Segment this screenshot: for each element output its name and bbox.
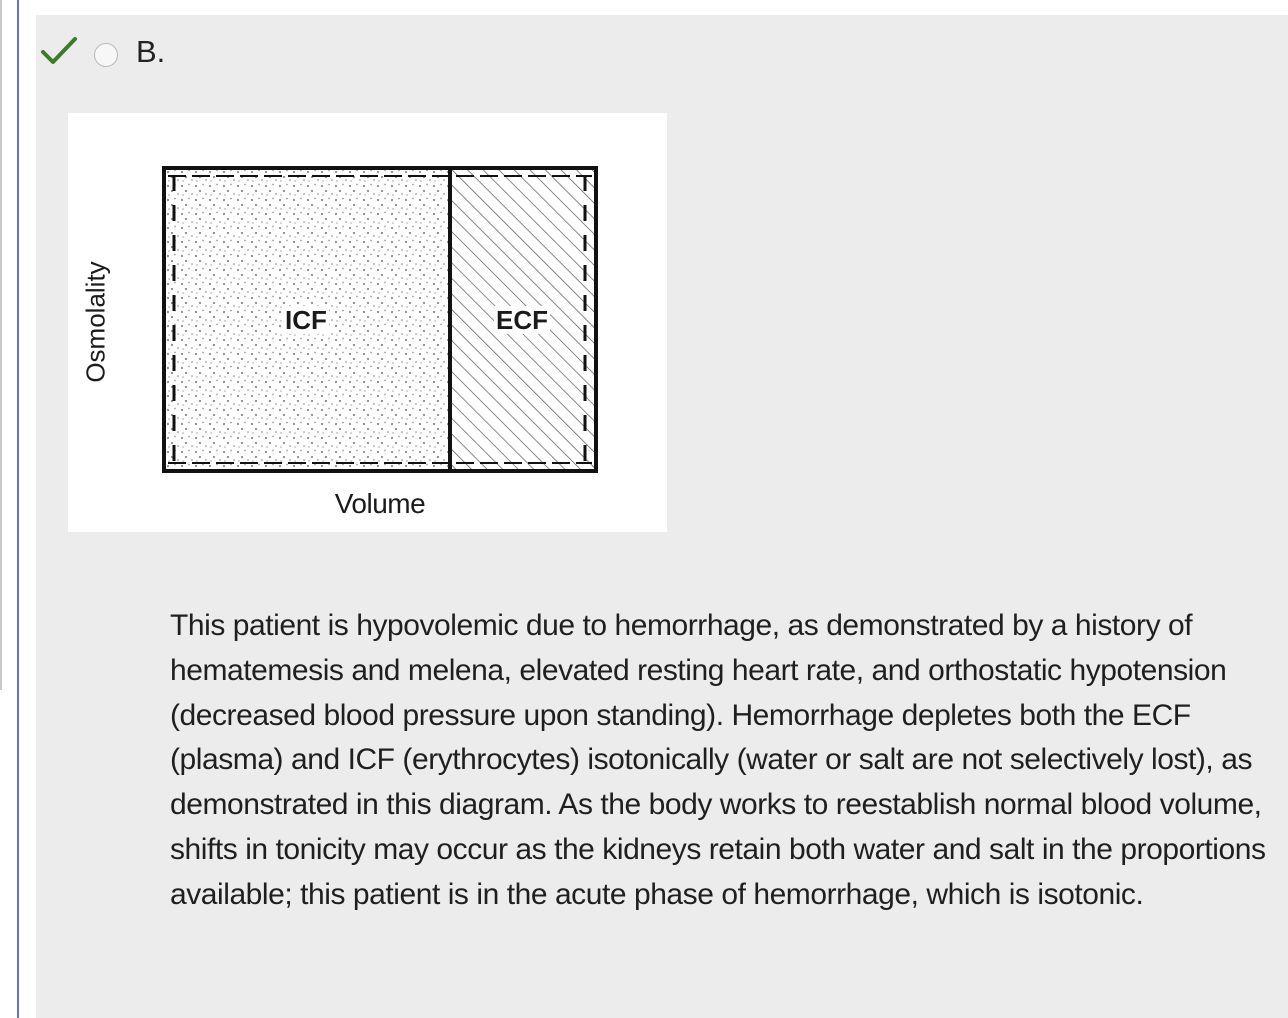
explanation-text: This patient is hypovolemic due to hemorrhage, as demonstrated by a history of hematemesis and melena, elevated resting heart rate, and orthostatic hypotension (decreased blood pressure upon standing). Hemorrhage depletes both the ECF (plasma) and ICF (erythrocytes) isotonically (water or salt are not selectively lost), as demonstrated in this diagram. As the body works to reestablish normal blood volume, shifts in tonicity may occur as the kidneys retain both water and salt in the proportions available; this patient is in the acute phase of hemorrhage, which is isotonic. — [170, 609, 1266, 911]
icf-label: ICF — [285, 305, 327, 335]
left-gutter-line — [0, 0, 2, 690]
option-b-radio[interactable] — [94, 43, 118, 67]
left-border-line — [17, 0, 19, 1018]
checkmark-icon — [40, 36, 78, 66]
ecf-label: ECF — [496, 305, 548, 335]
y-axis-label: Osmolality — [80, 261, 111, 383]
diagram-svg — [68, 113, 667, 532]
x-axis-label: Volume — [334, 488, 426, 519]
diagram-figure — [68, 113, 667, 532]
option-letter: B. — [136, 34, 166, 69]
